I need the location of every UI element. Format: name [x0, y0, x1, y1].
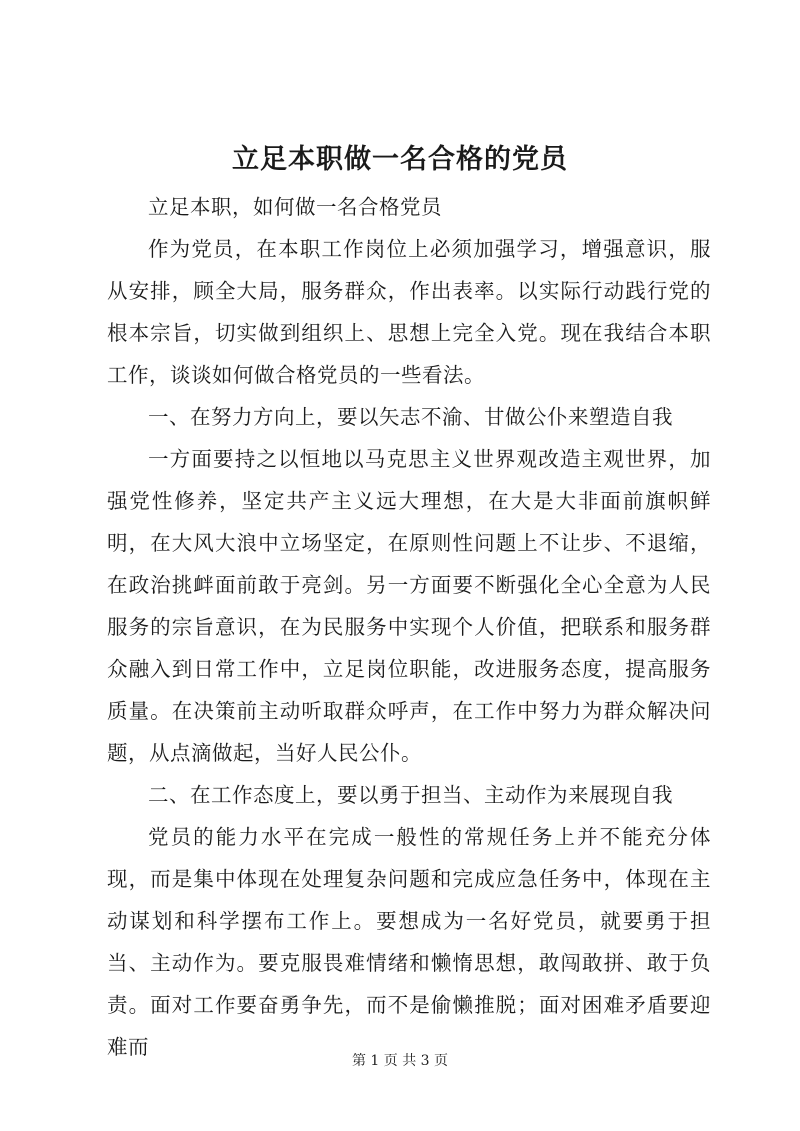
paragraph-intro: 作为党员，在本职工作岗位上必须加强学习，增强意识，服从安排，顾全大局，服务群众，作出表率。以实际行动践行党的根本宗旨，切实做到组织上、思想上完全入党。现在我结合本职工作，谈谈如何做合格党员的一些看法。	[107, 237, 711, 387]
section-heading-1: 一、在努力方向上，要以矢志不渝、甘做公仆来塑造自我	[148, 405, 673, 429]
section-heading-2: 二、在工作态度上，要以勇于担当、主动作为来展现自我	[148, 783, 673, 807]
page-footer: 第 1 页 共 3 页	[351, 1053, 449, 1069]
paragraph-section-2: 党员的能力水平在完成一般性的常规任务上并不能充分体现，而是集中体现在处理复杂问题和完成应急任务中，体现在主动谋划和科学摆布工作上。要想成为一名好党员，就要勇于担当、主动作为。要克服畏难情绪和懒惰思想，敢闯敢拼、敢于负责。面对工作要奋勇争先，而不是偷懒推脱；面对困难矛盾要迎难而	[107, 825, 711, 1059]
paragraph-section-1: 一方面要持之以恒地以马克思主义世界观改造主观世界，加强党性修养，坚定共产主义远大理想，在大是大非面前旗帜鲜明，在大风大浪中立场坚定，在原则性问题上不让步、不退缩，在政治挑衅面前敢于亮剑。另一方面要不断强化全心全意为人民服务的宗旨意识，在为民服务中实现个人价值，把联系和服务群众融入到日常工作中，立足岗位职能，改进服务态度，提高服务质量。在决策前主动听取群众呼声，在工作中努力为群众解决问题，从点滴做起，当好人民公仆。	[107, 447, 711, 765]
document-body	[107, 186, 711, 1068]
paragraph-subtitle: 立足本职，如何做一名合格党员	[148, 195, 442, 219]
page-title: 立足本职做一名合格的党员	[232, 144, 568, 175]
